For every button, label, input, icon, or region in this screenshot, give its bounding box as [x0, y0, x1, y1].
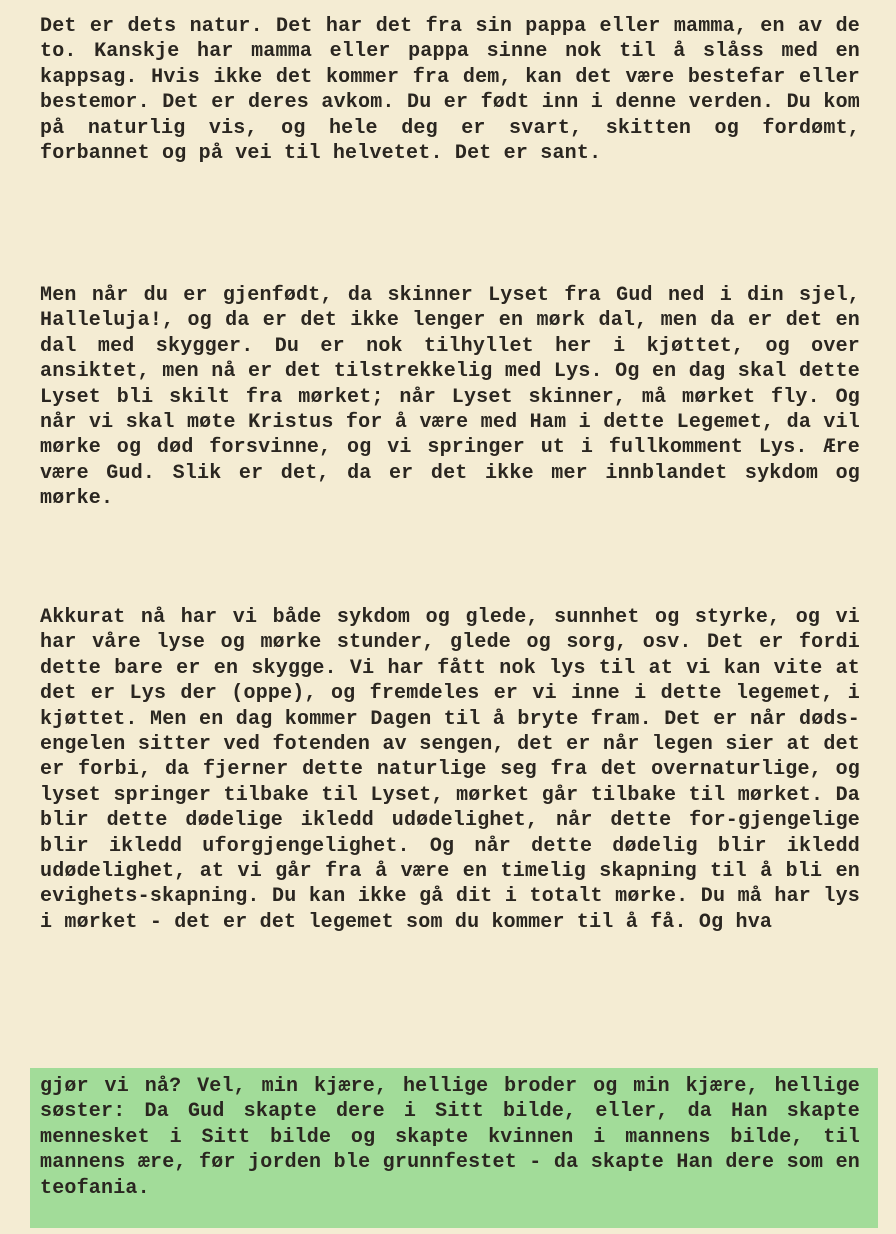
paragraph-4-highlighted: gjør vi nå? Vel, min kjære, hellige broder og min kjære, hellige søster: Da Gud skapte dere i Sitt bilde, eller, da Han skapte mennesket i Sitt bilde og skapte kvinnen i mannens bilde, til mannens ære, før jorden ble grunnfestet - da skapte Han dere som en teofania.	[40, 1075, 860, 1200]
paragraph-2: Men når du er gjenfødt, da skinner Lyset fra Gud ned i din sjel, Halleluja!, og da er det ikke lenger en mørk dal, men da er det en dal med skygger. Du er nok tilhyllet her i kjøttet, og over ansiktet, men nå er det tilstrekkelig med Lys. Og en dag skal dette Lyset bli skilt fra mørket; når Lyset skinner, må mørket fly. Og når vi skal møte Kristus for å være med Ham i dette Legemet, da vil mørke og død forsvinne, og vi springer ut i fullkomment Lys. Ære være Gud. Slik er det, da er det ikke mer innblandet sykdom og mørke.	[40, 284, 860, 511]
paragraph-3: Akkurat nå har vi både sykdom og glede, sunnhet og styrke, og vi har våre lyse og mørke stunder, glede og sorg, osv. Det er fordi dette bare er en skygge. Vi har fått nok lys til at vi kan vite at det er Lys der (oppe), og fremdeles er vi inne i dette legemet, i kjøttet. Men en dag kommer Dagen til å bryte fram. Det er når døds-engelen sitter ved fotenden av sengen, det er når legen sier at det er forbi, da fjerner dette naturlige seg fra det overnaturlige, og lyset springer tilbake til Lyset, mørket går tilbake til mørket. Da blir dette dødelige ikledd udødelighet, når dette for-gjengelige blir ikledd uforgjengelighet. Og når dette dødelig blir ikledd udødelighet, at vi går fra å være en timelig skapning til å bli en evighets-skapning. Du kan ikke gå dit i totalt mørke. Du må har lys i mørket - det er det legemet som du kommer til å få. Og hva	[40, 606, 860, 934]
paragraph-1: Det er dets natur. Det har det fra sin pappa eller mamma, en av de to. Kanskje har mamma eller pappa sinne nok til å slåss med en kappsag. Hvis ikke det kommer fra dem, kan det være bestefar eller bestemor. Det er deres avkom. Du er født inn i denne verden. Du kom på naturlig vis, og hele deg er svart, skitten og fordømt, forbannet og på vei til helvetet. Det er sant.	[40, 15, 860, 166]
